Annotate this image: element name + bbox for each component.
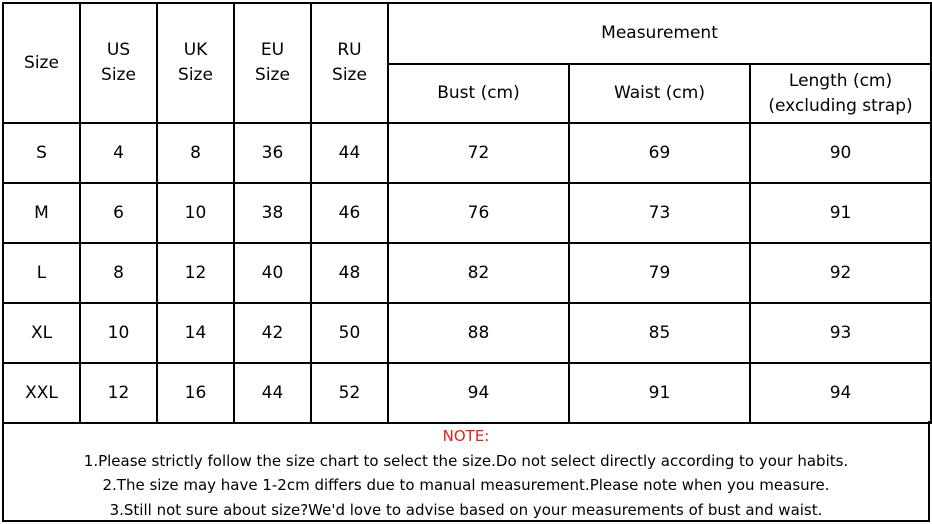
note-title: NOTE: [442, 427, 490, 445]
cell-uk: 8 [157, 123, 234, 183]
cell-us: 6 [80, 183, 157, 243]
table-row [3, 183, 931, 243]
cell-us: 12 [80, 363, 157, 423]
cell-length: 94 [750, 363, 931, 423]
header-length-line2: (excluding strap) [768, 95, 913, 116]
table-row [3, 363, 931, 423]
header-ru-line2: Size [332, 65, 367, 85]
note-line-1: 1.Please strictly follow the size chart to select the size.Do not select directly according to your habits. [83, 451, 849, 470]
header-length [750, 64, 931, 123]
cell-length: 91 [750, 183, 931, 243]
cell-us: 8 [80, 243, 157, 303]
header-measurement-label: Measurement [601, 23, 718, 44]
cell-eu: 36 [234, 123, 311, 183]
header-eu-line1: EU [260, 40, 285, 61]
cell-size: S [3, 123, 80, 183]
cell-bust: 76 [388, 183, 569, 243]
cell-ru: 50 [311, 303, 388, 363]
header-waist-label: Waist (cm) [614, 83, 705, 104]
cell-ru: 52 [311, 363, 388, 423]
cell-uk: 12 [157, 243, 234, 303]
header-uk-line2: Size [178, 65, 213, 85]
cell-size: M [3, 183, 80, 243]
header-waist [569, 64, 750, 123]
header-size-label: Size [24, 52, 59, 73]
cell-ru: 48 [311, 243, 388, 303]
size-table [2, 2, 932, 424]
cell-ru: 44 [311, 123, 388, 183]
cell-eu: 38 [234, 183, 311, 243]
header-bust [388, 64, 569, 123]
cell-uk: 14 [157, 303, 234, 363]
cell-bust: 72 [388, 123, 569, 183]
cell-eu: 42 [234, 303, 311, 363]
header-eu-size [234, 3, 311, 123]
header-eu-line2: Size [255, 65, 290, 85]
cell-us: 4 [80, 123, 157, 183]
header-size [3, 3, 80, 123]
cell-length: 92 [750, 243, 931, 303]
header-bust-label: Bust (cm) [437, 83, 520, 104]
cell-bust: 82 [388, 243, 569, 303]
cell-us: 10 [80, 303, 157, 363]
header-length-line1: Length (cm) [788, 70, 893, 91]
cell-length: 90 [750, 123, 931, 183]
header-ru-size [311, 3, 388, 123]
cell-size: XXL [3, 363, 80, 423]
cell-size: L [3, 243, 80, 303]
header-row-top [3, 3, 931, 64]
table-row [3, 123, 931, 183]
cell-waist: 91 [569, 363, 750, 423]
note-line-2: 2.The size may have 1-2cm differs due to manual measurement.Please note when you measure. [102, 476, 830, 494]
cell-waist: 85 [569, 303, 750, 363]
cell-ru: 46 [311, 183, 388, 243]
header-measurement [388, 3, 931, 64]
cell-size: XL [3, 303, 80, 363]
header-us-line2: Size [101, 65, 136, 85]
header-us-size [80, 3, 157, 123]
cell-uk: 16 [157, 363, 234, 423]
cell-waist: 69 [569, 123, 750, 183]
header-uk-line1: UK [183, 40, 208, 61]
cell-uk: 10 [157, 183, 234, 243]
note-box [2, 421, 930, 522]
header-us-line1: US [106, 40, 131, 61]
cell-waist: 79 [569, 243, 750, 303]
cell-length: 93 [750, 303, 931, 363]
header-ru-line1: RU [337, 40, 362, 61]
table-row [3, 303, 931, 363]
cell-eu: 40 [234, 243, 311, 303]
header-uk-size [157, 3, 234, 123]
note-line-3: 3.Still not sure about size?We'd love to advise based on your measurements of bust and waist. [109, 500, 823, 519]
table-row [3, 243, 931, 303]
cell-waist: 73 [569, 183, 750, 243]
cell-bust: 94 [388, 363, 569, 423]
cell-eu: 44 [234, 363, 311, 423]
cell-bust: 88 [388, 303, 569, 363]
